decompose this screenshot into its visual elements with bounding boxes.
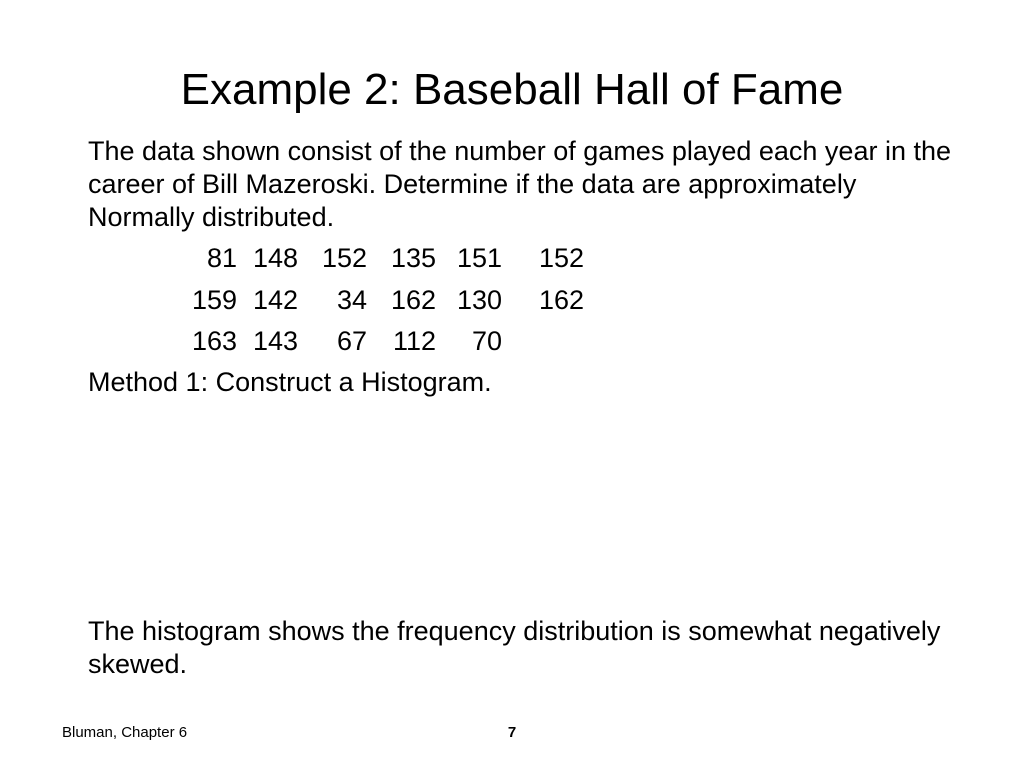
data-value: 143	[252, 326, 298, 356]
data-value: 162	[538, 285, 584, 315]
data-value: 159	[191, 285, 237, 315]
data-row	[0, 284, 700, 317]
data-value: 152	[321, 243, 367, 273]
method-text: Method 1: Construct a Histogram.	[88, 367, 492, 397]
footer-source: Bluman, Chapter 6	[62, 724, 188, 741]
data-value: 70	[471, 326, 502, 356]
data-value: 148	[252, 243, 298, 273]
conclusion-text: The histogram shows the frequency distribution is somewhat negatively skewed.	[88, 616, 941, 679]
data-value: 112	[392, 326, 436, 356]
data-row	[0, 242, 700, 275]
data-value: 130	[456, 285, 502, 315]
page-number: 7	[507, 724, 517, 741]
intro-paragraph: The data shown consist of the number of games played each year in the career of Bill Mazeroski. Determine if the data are approximately Normally distributed.	[88, 136, 952, 232]
data-value: 151	[456, 243, 502, 273]
data-value: 81	[206, 243, 237, 273]
data-value: 163	[191, 326, 237, 356]
data-value: 135	[390, 243, 436, 273]
data-value: 34	[336, 285, 367, 315]
data-value: 162	[390, 285, 436, 315]
data-value: 142	[252, 285, 298, 315]
slide-title: Example 2: Baseball Hall of Fame	[180, 65, 844, 114]
data-row	[0, 325, 700, 358]
data-value: 67	[336, 326, 367, 356]
data-value: 152	[538, 243, 584, 273]
